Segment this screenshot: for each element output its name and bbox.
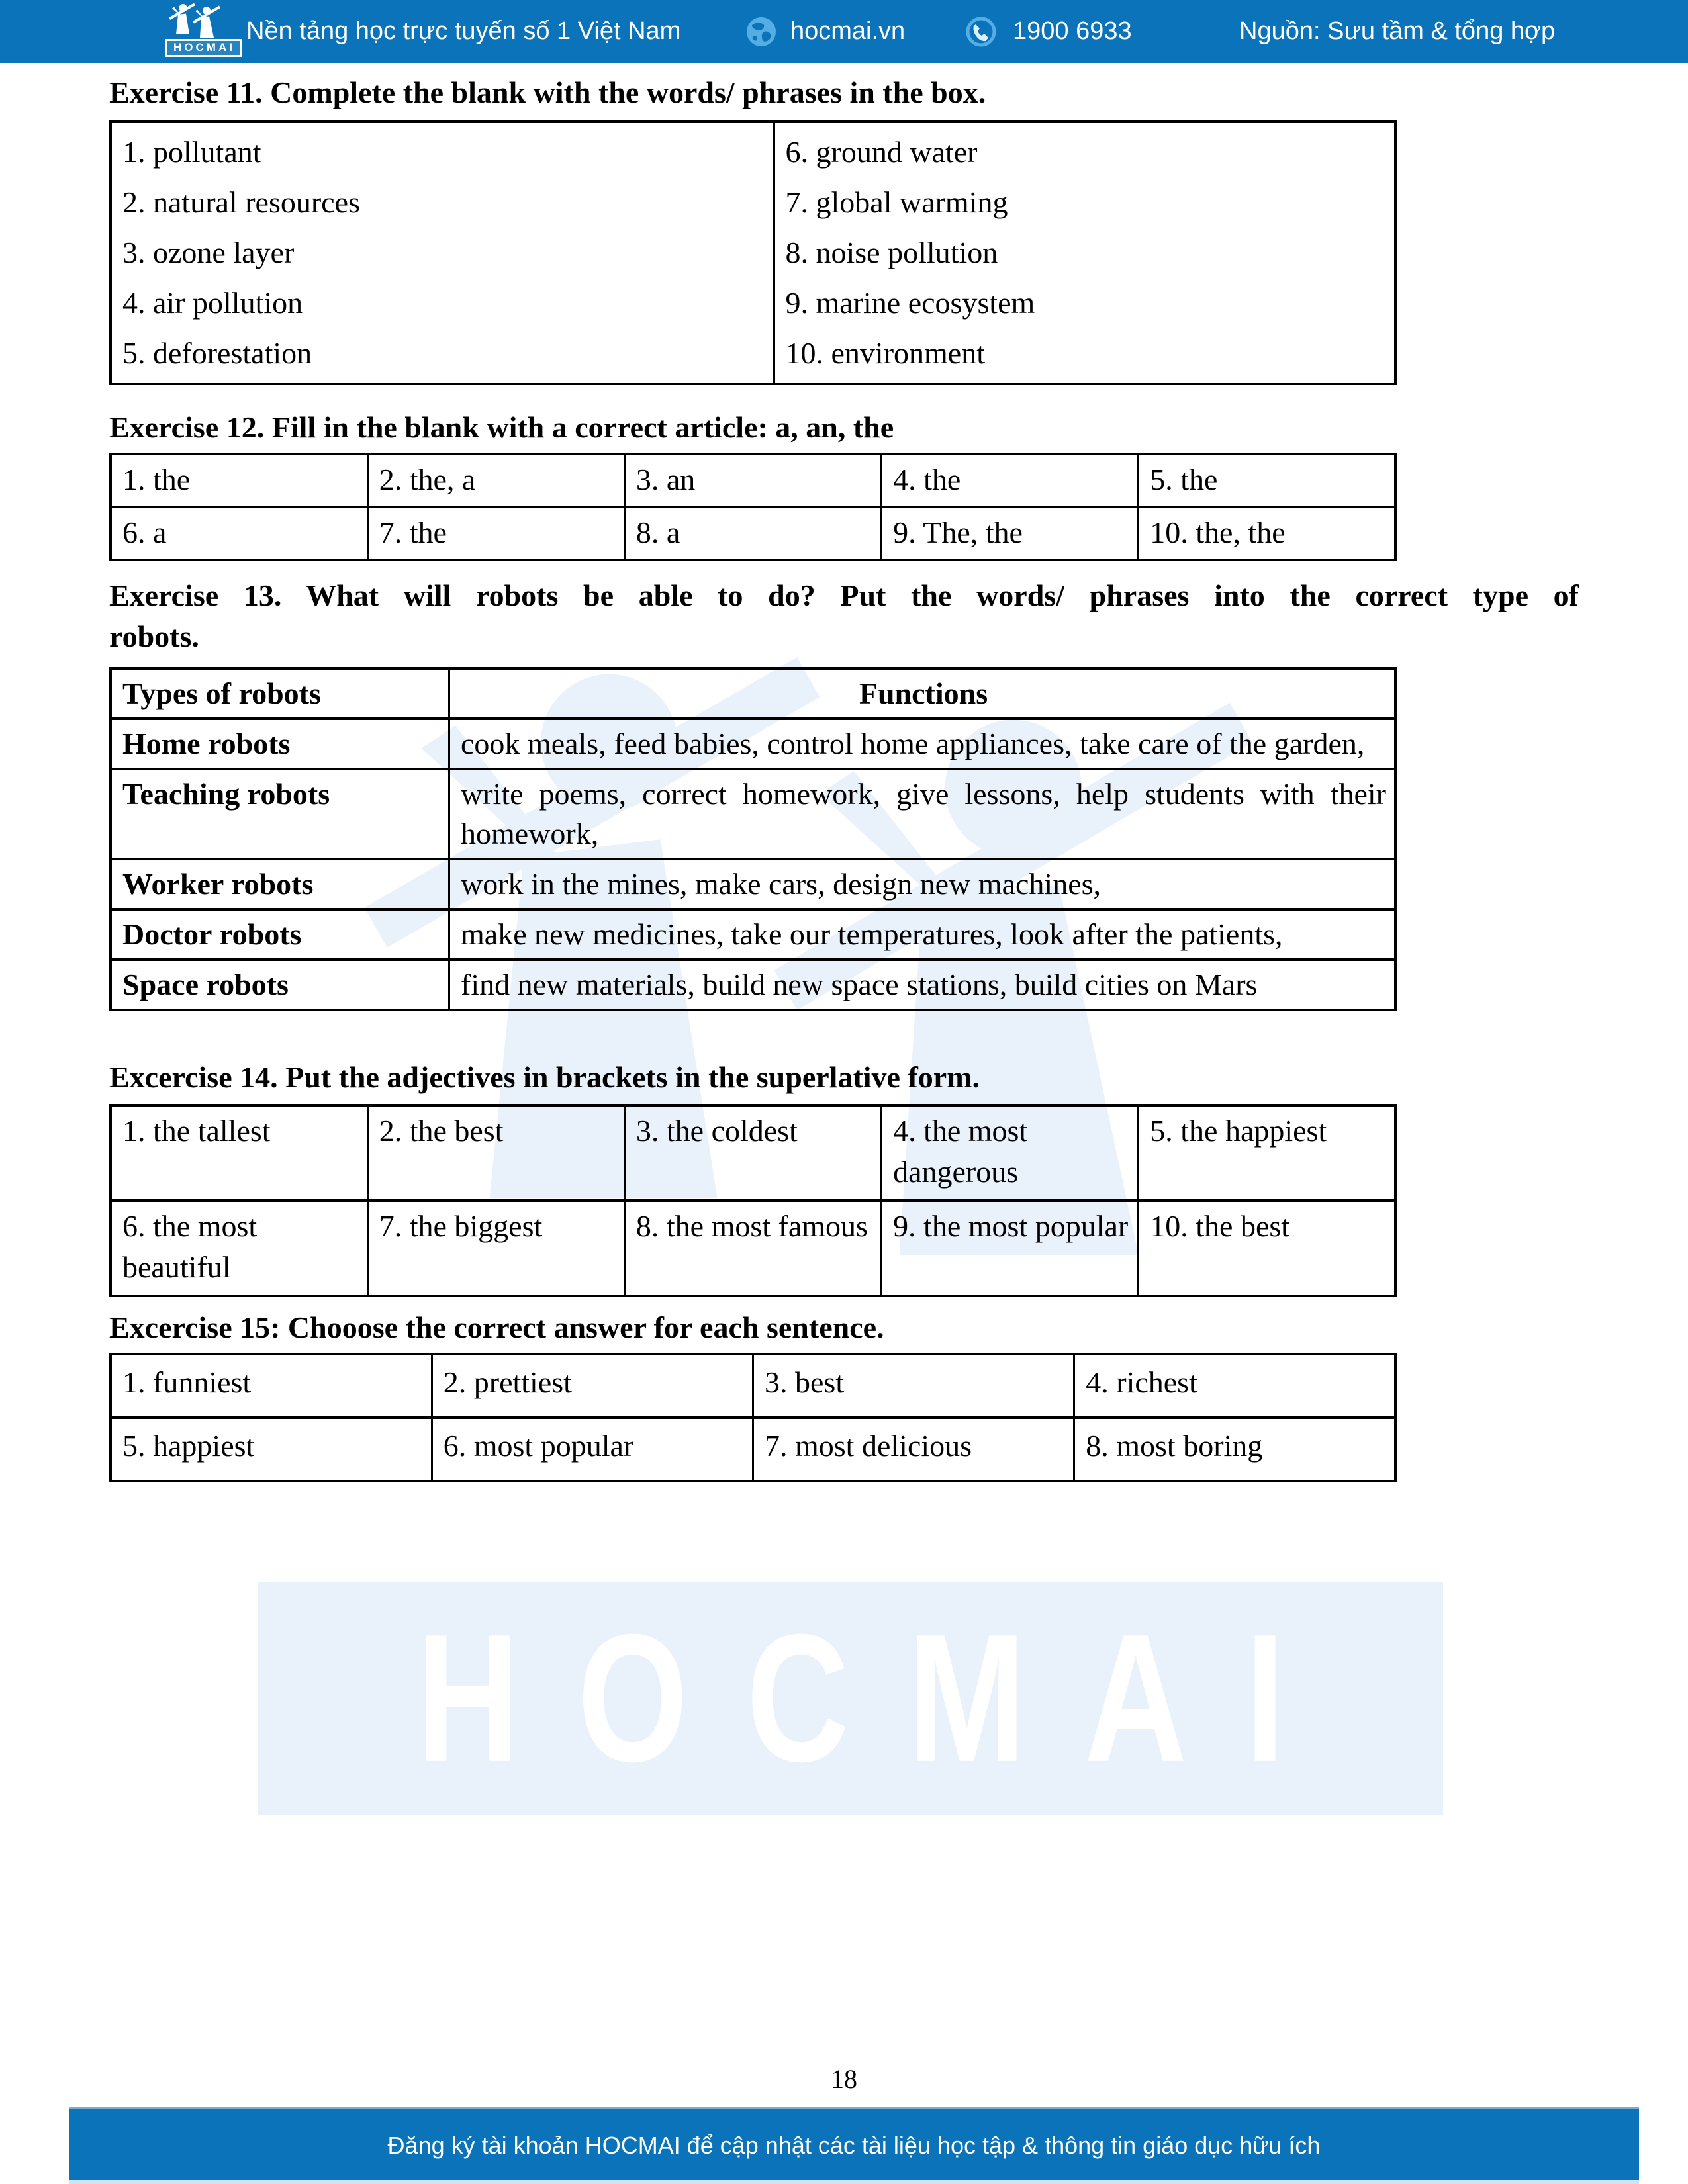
footer-text: Đăng ký tài khoản HOCMAI để cập nhật các tài liệu học tập & thông tin giáo dục hữu ích <box>387 2131 1321 2159</box>
exercise-15-heading: Excercise 15: Chooose the correct answer for each sentence. <box>109 1310 884 1344</box>
answer-cell: 7. the biggest <box>367 1201 624 1296</box>
robot-functions-cell: find new materials, build new space stations, build cities on Mars <box>449 960 1396 1010</box>
page-number: 18 <box>831 2064 857 2094</box>
word-box-right-cell <box>774 122 1395 384</box>
answer-cell: 9. The, the <box>882 507 1139 560</box>
exercise-15-table <box>109 1353 1397 1482</box>
answer-cell: 2. prettiest <box>432 1354 753 1418</box>
word-item: 10. environment <box>785 336 985 370</box>
hocmai-logo-label: HOCMAI <box>165 39 242 57</box>
hocmai-watermark-box <box>258 1582 1443 1815</box>
robot-type-cell: Worker robots <box>111 859 449 909</box>
answer-cell: 5. the happiest <box>1139 1105 1395 1201</box>
word-item: 6. ground water <box>785 135 978 169</box>
robot-type-cell: Home robots <box>111 719 449 769</box>
hocmai-watermark-text: HOCMAI <box>416 1596 1343 1800</box>
answer-cell: 8. the most famous <box>624 1201 881 1296</box>
answer-cell: 7. most delicious <box>753 1418 1074 1481</box>
column-header: Functions <box>449 668 1396 719</box>
answer-cell: 4. richest <box>1074 1354 1395 1418</box>
word-item: 1. pollutant <box>122 135 261 169</box>
answer-cell: 1. the <box>111 454 367 507</box>
answer-cell: 6. a <box>111 507 367 560</box>
exercise-13-heading-line1: Exercise 13. What will robots be able to do? Put the words/ phrases into the correct type of <box>109 578 1579 612</box>
hocmai-logo <box>164 1 244 62</box>
column-header: Types of robots <box>111 668 449 719</box>
robot-functions-cell: cook meals, feed babies, control home appliances, take care of the garden, <box>449 719 1396 769</box>
answer-cell: 3. an <box>624 454 881 507</box>
robot-type-cell: Space robots <box>111 960 449 1010</box>
header-source: Nguồn: Sưu tầm & tổng hợp <box>1239 17 1556 45</box>
answer-cell: 7. the <box>367 507 624 560</box>
answer-cell: 3. the coldest <box>624 1105 881 1201</box>
answer-cell: 2. the, a <box>367 454 624 507</box>
exercise-13-table <box>109 667 1397 1011</box>
exercise-14-heading: Excercise 14. Put the adjectives in brackets in the superlative form. <box>109 1060 980 1094</box>
answer-cell: 4. the most dangerous <box>882 1105 1139 1201</box>
robot-functions-cell: make new medicines, take our temperatures, look after the patients, <box>449 909 1396 960</box>
answer-cell: 1. the tallest <box>111 1105 367 1201</box>
phone-icon <box>965 16 997 48</box>
exercise-12-heading: Exercise 12. Fill in the blank with a correct article: a, an, the <box>109 410 894 444</box>
footer-bottom-strip <box>69 2180 1639 2184</box>
header-website: hocmai.vn <box>790 17 906 45</box>
robot-type-cell: Doctor robots <box>111 909 449 960</box>
word-item: 7. global warming <box>785 185 1008 219</box>
answer-cell: 1. funniest <box>111 1354 432 1418</box>
exercise-11-table <box>109 120 1397 385</box>
exercise-13-heading-line2: robots. <box>109 619 199 653</box>
answer-cell: 6. the most beautiful <box>111 1201 367 1296</box>
word-box-left-cell <box>111 122 774 384</box>
word-item: 4. air pollution <box>122 286 303 320</box>
answer-cell: 5. the <box>1139 454 1395 507</box>
header-tagline: Nền tảng học trực tuyến số 1 Việt Nam <box>246 17 681 45</box>
answer-cell: 8. most boring <box>1074 1418 1395 1481</box>
exercise-11-heading: Exercise 11. Complete the blank with the words/ phrases in the box. <box>109 75 986 109</box>
word-item: 9. marine ecosystem <box>785 286 1035 320</box>
answer-cell: 2. the best <box>367 1105 624 1201</box>
exercise-12-table <box>109 453 1397 561</box>
answer-cell: 3. best <box>753 1354 1074 1418</box>
word-item: 5. deforestation <box>122 336 312 370</box>
robot-functions-cell: write poems, correct homework, give lessons, help students with their homework, <box>449 769 1396 859</box>
footer-bar <box>69 2107 1639 2182</box>
header-phone: 1900 6933 <box>1013 17 1132 45</box>
answer-cell: 4. the <box>882 454 1139 507</box>
word-item: 8. noise pollution <box>785 236 998 269</box>
word-item: 3. ozone layer <box>122 236 295 269</box>
word-item: 2. natural resources <box>122 185 360 219</box>
answer-cell: 9. the most popular <box>882 1201 1139 1296</box>
answer-cell: 5. happiest <box>111 1418 432 1481</box>
answer-cell: 6. most popular <box>432 1418 753 1481</box>
answer-cell: 10. the best <box>1139 1201 1395 1296</box>
exercise-14-table <box>109 1104 1397 1297</box>
robot-functions-cell: work in the mines, make cars, design new machines, <box>449 859 1396 909</box>
answer-cell: 10. the, the <box>1139 507 1395 560</box>
answer-cell: 8. a <box>624 507 881 560</box>
robot-type-cell: Teaching robots <box>111 769 449 859</box>
globe-icon <box>745 16 777 48</box>
header-bar <box>0 0 1688 63</box>
